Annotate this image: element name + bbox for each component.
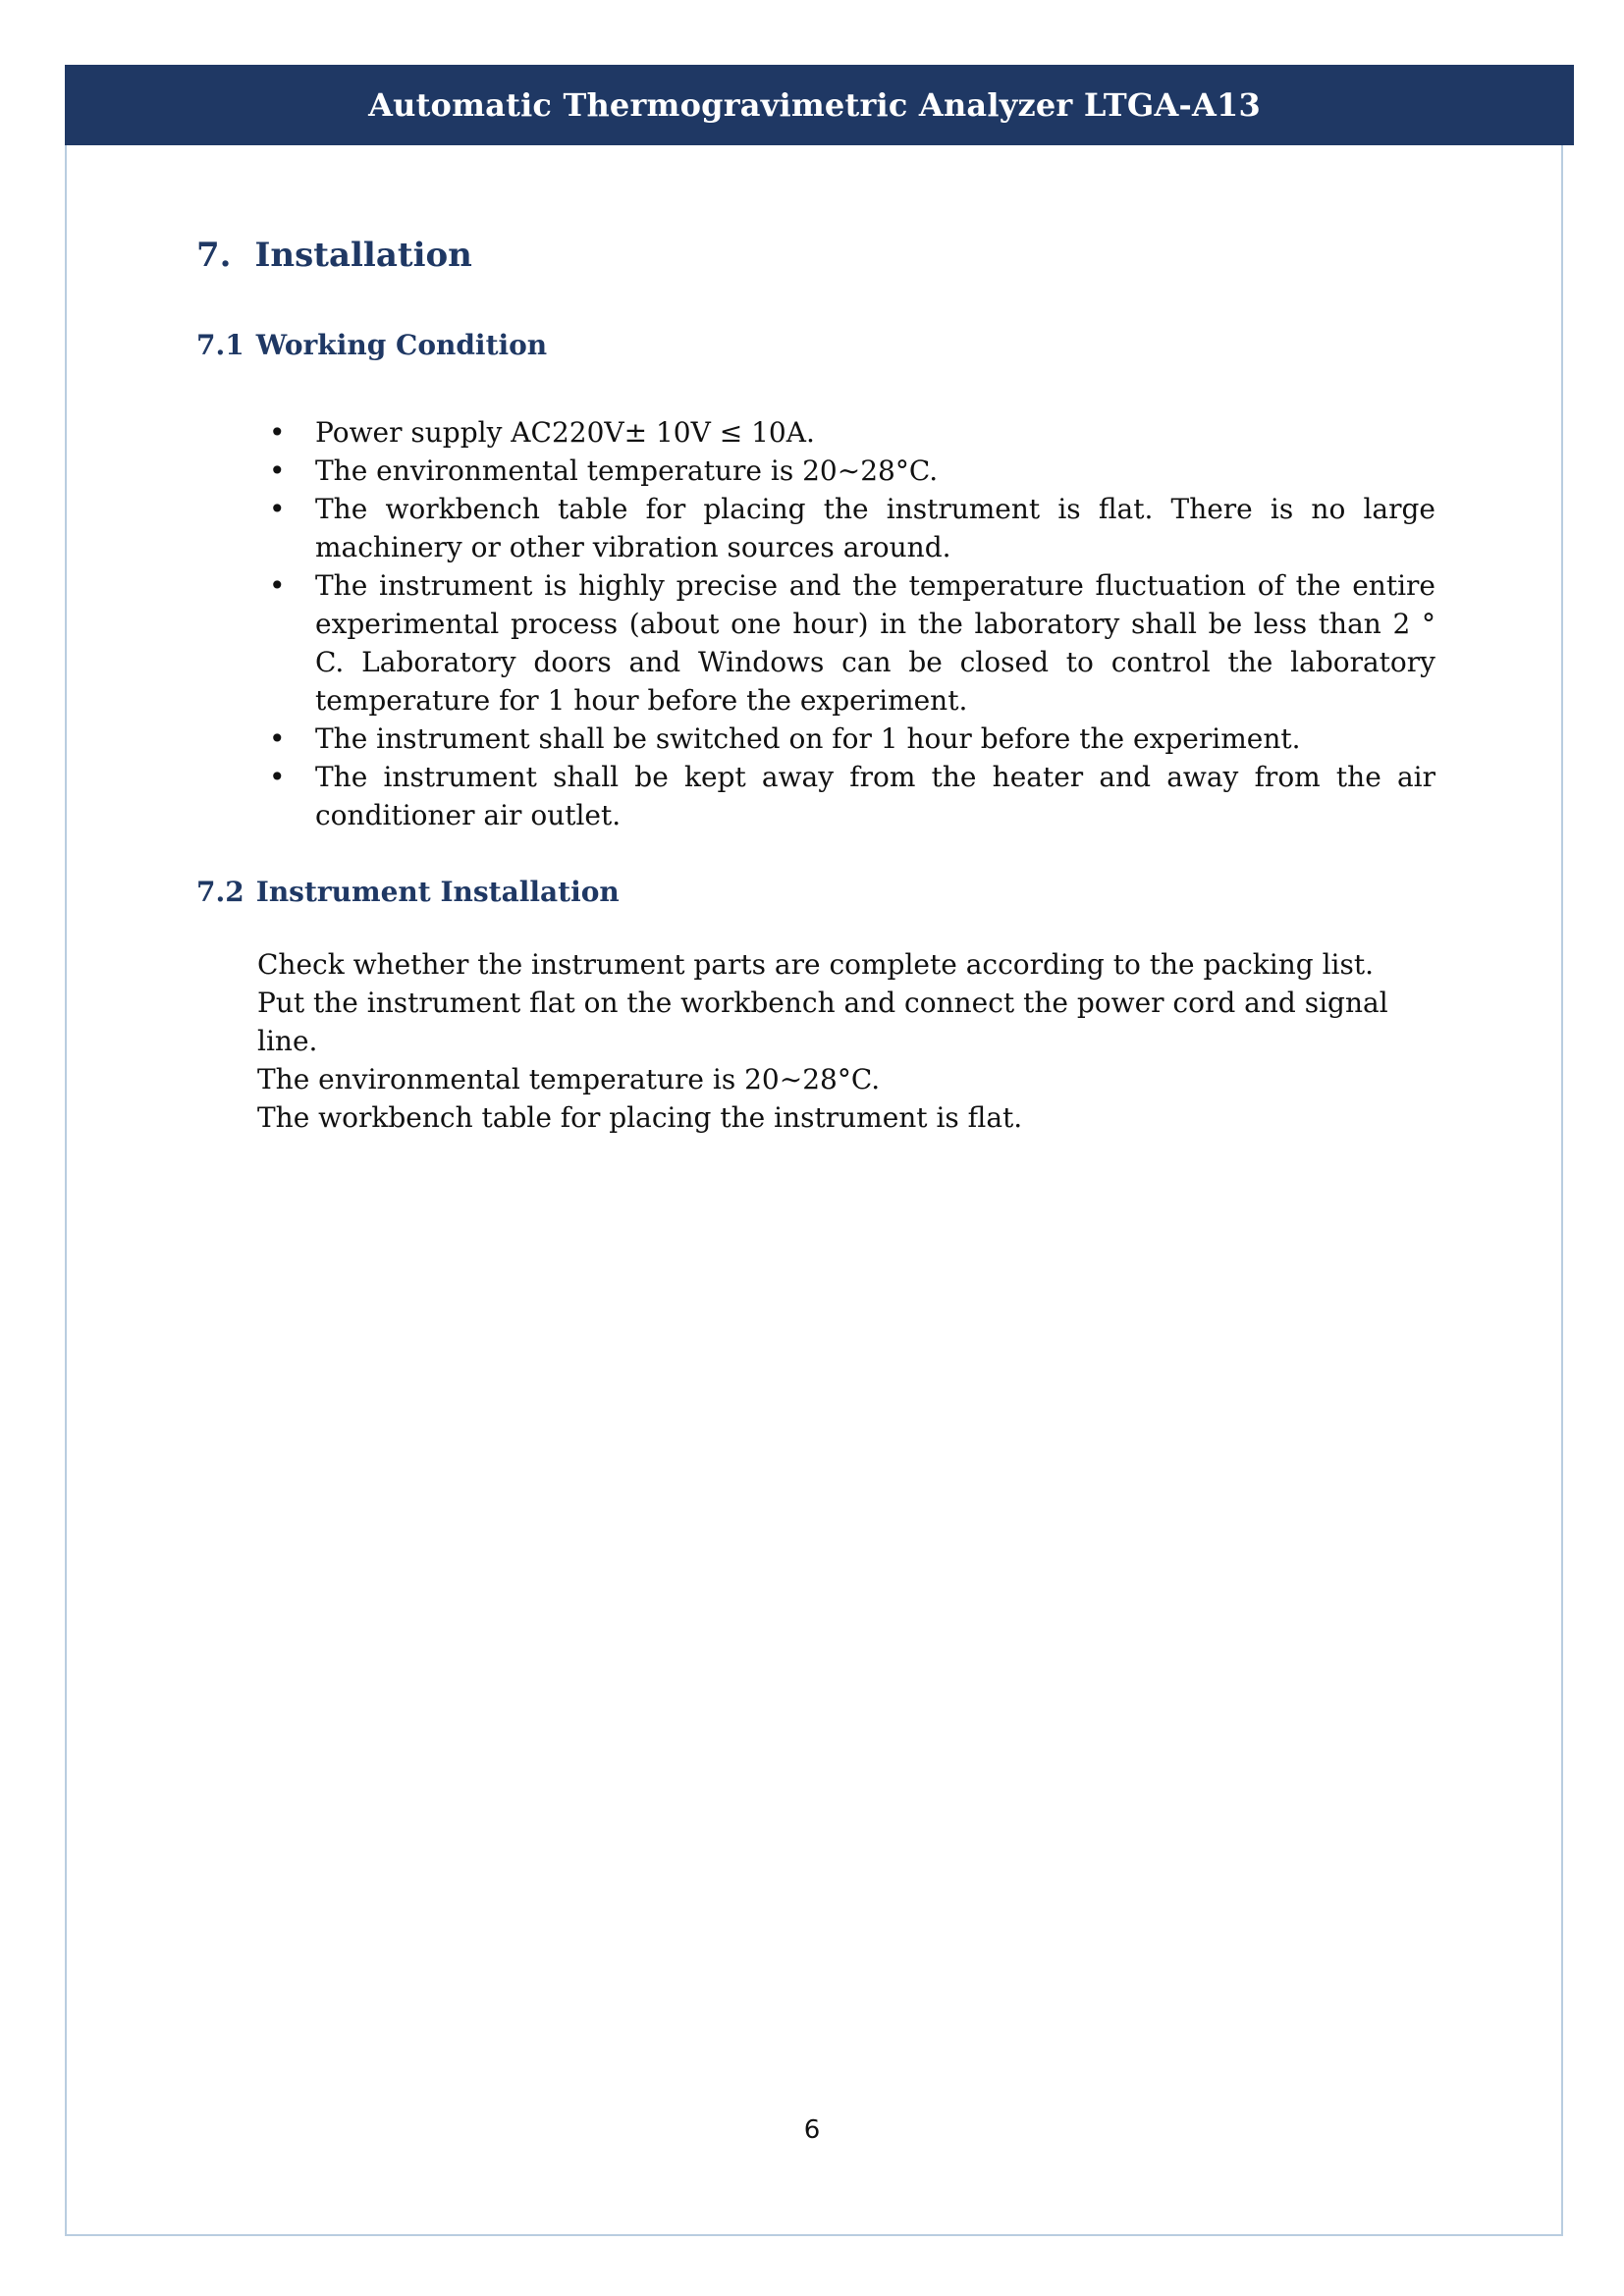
list-item — [196, 452, 1435, 490]
subsection-heading-instrument-installation — [196, 876, 1435, 908]
list-item — [196, 758, 1435, 834]
subsection-number: 7.1 — [196, 329, 244, 361]
bullet-icon: • — [269, 761, 286, 793]
paragraph-line: Put the instrument flat on the workbench and connect the power cord and signal line. — [257, 987, 1388, 1057]
paragraph-line: The workbench table for placing the instrument is flat. — [257, 1101, 1023, 1134]
bullet-icon: • — [269, 493, 286, 525]
bullet-icon: • — [269, 416, 286, 449]
list-item-text: The workbench table for placing the instrument is flat. There is no large machinery or other vibration sources around. — [315, 493, 1435, 563]
page-number: 6 — [803, 2115, 821, 2145]
list-item-text: The instrument shall be switched on for 1 hour before the experiment. — [315, 722, 1301, 755]
section-number: 7. — [196, 236, 232, 275]
subsection-title: Instrument Installation — [255, 876, 620, 908]
list-item — [196, 490, 1435, 566]
list-item-text: The instrument shall be kept away from the heater and away from the air conditioner air outlet. — [315, 761, 1435, 831]
bullet-icon: • — [269, 454, 286, 487]
subsection-heading-working-condition — [196, 329, 1435, 361]
document-title: Automatic Thermogravimetric Analyzer LTGA-A13 — [368, 86, 1261, 124]
bullet-icon: • — [269, 722, 286, 755]
section-title: Installation — [254, 236, 472, 275]
list-item-text: The instrument is highly precise and the temperature fluctuation of the entire experimental process (about one hour) in the laboratory shall be less than 2 ° C. Laboratory doors and Windows can be closed to control the laboratory temperature for 1 hour before the experiment. — [315, 569, 1435, 717]
subsection-title: Working Condition — [255, 329, 548, 361]
paragraph-line: Check whether the instrument parts are complete according to the packing list. — [257, 948, 1375, 981]
installation-steps — [196, 945, 1435, 1137]
page-content — [196, 236, 1435, 1137]
document-header — [65, 65, 1570, 145]
list-item-text: Power supply AC220V± 10V ≤ 10A. — [315, 416, 815, 449]
working-condition-list — [196, 413, 1435, 834]
subsection-number: 7.2 — [196, 876, 244, 908]
bullet-icon: • — [269, 569, 286, 602]
list-item — [196, 720, 1435, 758]
list-item — [196, 566, 1435, 720]
paragraph-line: The environmental temperature is 20∼28°C. — [257, 1063, 881, 1095]
section-heading — [196, 236, 1435, 275]
list-item — [196, 413, 1435, 452]
list-item-text: The environmental temperature is 20∼28°C. — [315, 454, 939, 487]
